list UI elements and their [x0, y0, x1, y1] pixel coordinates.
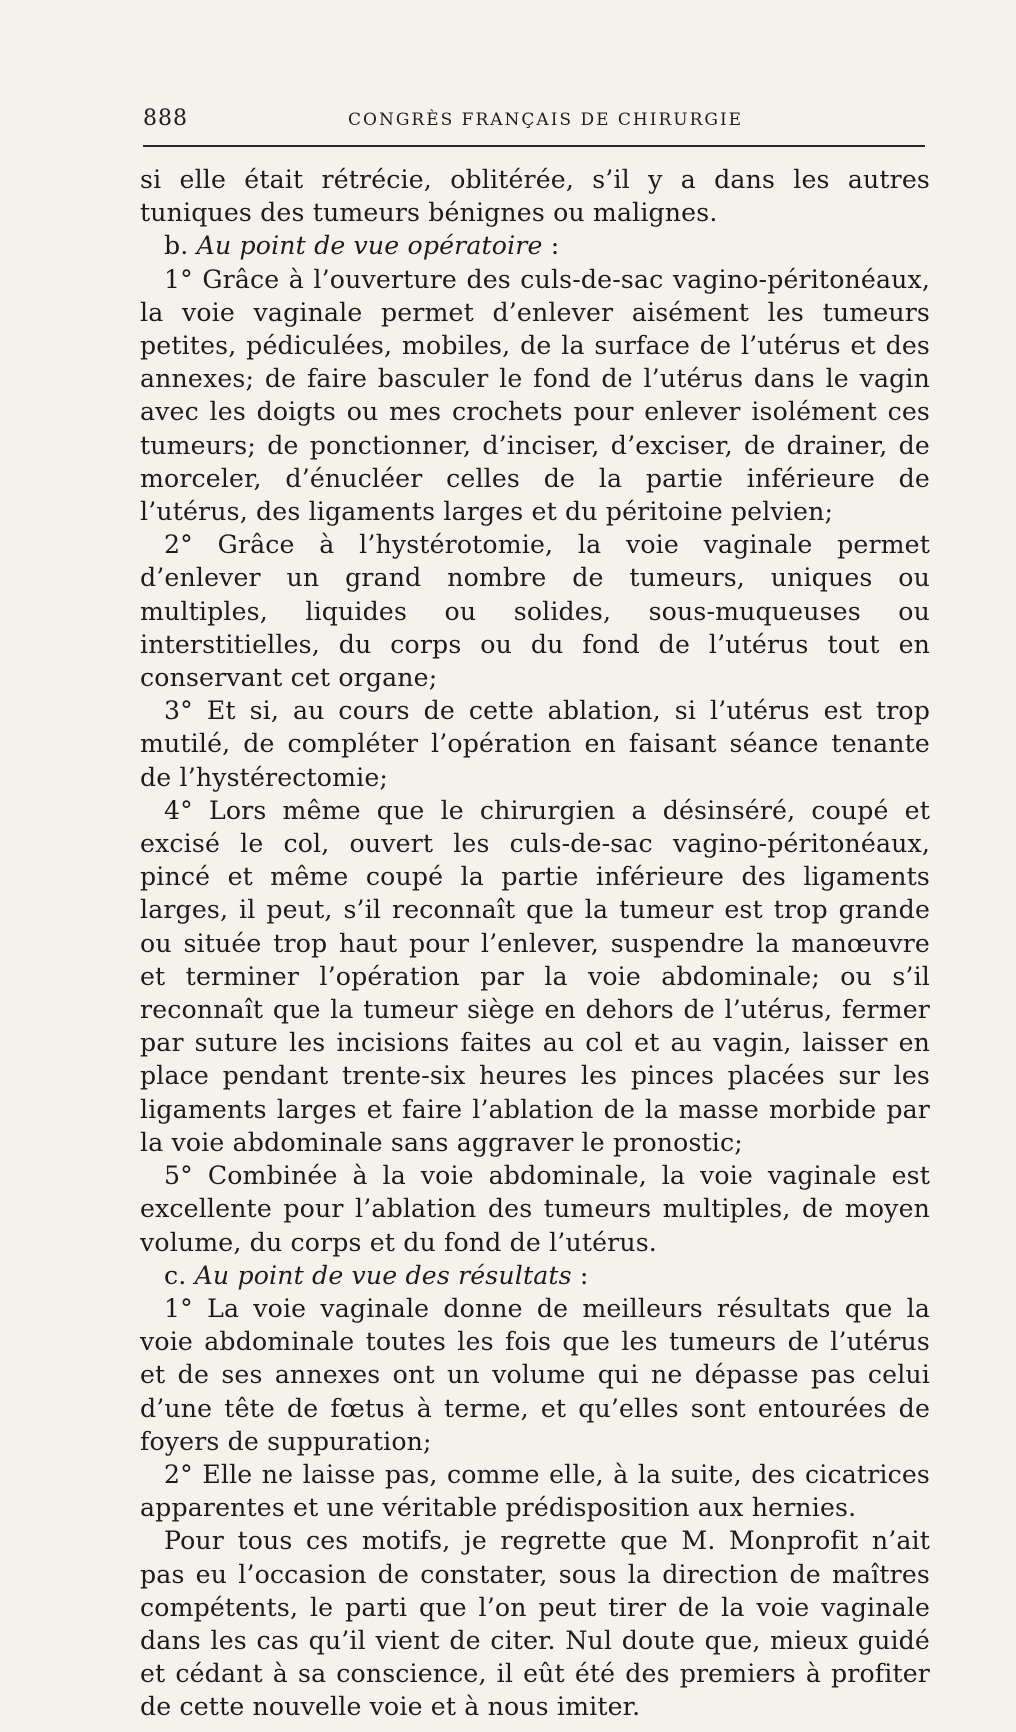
section-heading — [140, 1259, 930, 1292]
paragraph: 2° Grâce à l’hystérotomie, la voie vaginale permet d’enlever un grand nombre de tumeurs, uniques ou multiples, liquides ou solides, sous-muqueuses ou interstitielles, du corps ou du fond de l’utérus tout en conservant cet organe; — [140, 530, 930, 693]
paragraph: si elle était rétrécie, oblitérée, s’il y a dans les autres tuniques des tumeurs bénignes ou malignes. — [140, 165, 930, 228]
paragraph: 3° Et si, au cours de cette ablation, si l’utérus est trop mutilé, de compléter l’opération en faisant séance tenante de l’hystérectomie; — [140, 696, 930, 792]
section-heading — [140, 229, 930, 262]
paragraph: 2° Elle ne laisse pas, comme elle, à la suite, des cicatrices apparentes et une véritable prédisposition aux hernies. — [140, 1459, 930, 1523]
header-rule — [143, 145, 925, 147]
paragraph: 1° La voie vaginale donne de meilleurs résultats que la voie abdominale toutes les fois que les tumeurs de l’utérus et de ses annexes ont un volume qui ne dépasse pas celui d’une tête de fœtus à terme, et qu’elles sont entourées de foyers de suppuration; — [140, 1293, 930, 1456]
paragraph: 5° Combinée à la voie abdominale, la voie vaginale est excellente pour l’ablation des tumeurs multiples, de moyen volume, du corps et du fond de l’utérus. — [140, 1161, 930, 1257]
section-title: Au point de vue opératoire — [196, 231, 543, 261]
section-label: c. — [164, 1260, 187, 1290]
page-number: 888 — [143, 106, 188, 131]
body-text — [140, 163, 930, 1724]
paragraph: Pour tous ces motifs, je regrette que M. Monprofit n’ait pas eu l’occasion de constater, sous la direction de maîtres compétents, le parti que l’on peut tirer de la voie vaginale dans les cas qu’il vient de citer. Nul doute que, mieux guidé et cédant à sa conscience, il eût été des premiers à profiter de cette nouvelle voie et à nous imiter. — [140, 1526, 930, 1722]
running-head — [143, 106, 925, 142]
paragraph: 4° Lors même que le chirurgien a désinséré, coupé et excisé le col, ouvert les culs-de-sac vagino-péritonéaux, pincé et même coupé la partie inférieure des ligaments larges, il peut, s’il reconnaît que la tumeur est trop grande ou située trop haut pour l’enlever, suspendre la manœuvre et terminer l’opération par la voie abdominale; ou s’il reconnaît que la tumeur siège en dehors de l’utérus, fermer par suture les incisions faites au col et au vagin, laisser en place pendant trente-six heures les pinces placées sur les ligaments larges et faire l’ablation de la masse morbide par la voie abdominale sans aggraver le pronostic; — [140, 795, 930, 1157]
paragraph: 1° Grâce à l’ouverture des culs-de-sac vagino-péritonéaux, la voie vaginale permet d’enlever aisément les tumeurs petites, pédiculées, mobiles, de la surface de l’utérus et des annexes; de faire basculer le fond de l’utérus dans le vagin avec les doigts ou mes crochets pour enlever isolément ces tumeurs; de ponctionner, d’inciser, d’exciser, de drainer, de morceler, d’énucléer celles de la partie inférieure de l’utérus, des ligaments larges et du péritoine pelvien; — [140, 264, 930, 527]
section-title: Au point de vue des résultats — [194, 1260, 572, 1290]
running-title: CONGRÈS FRANÇAIS DE CHIRURGIE — [348, 110, 744, 130]
section-punctuation: : — [571, 1260, 589, 1290]
section-punctuation: : — [542, 231, 560, 261]
section-label: b. — [164, 231, 189, 261]
